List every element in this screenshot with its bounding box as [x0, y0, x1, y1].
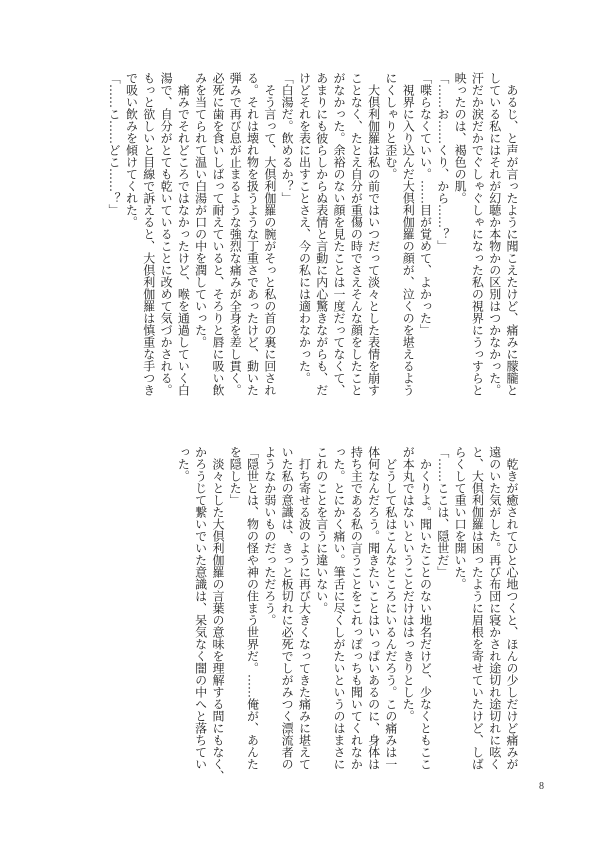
upper-text-line: で吸い飲みを傾けてくれた。 [124, 72, 139, 228]
lower-text-line: 体何なんだろう。聞きたいことはいっぱいあるのに、身体は [366, 446, 381, 770]
lower-text-line: を隠した」 [228, 446, 243, 506]
upper-text-line: 「……こ……どこ……？」 [107, 72, 122, 216]
upper-text-line: みを当てられて温い白湯が口の中を潤していった。 [193, 72, 208, 348]
upper-text-line: 弾みで再び息が止まるような強烈な痛みが全身を差し貫く。 [228, 72, 243, 396]
lower-text-line: らくして重い口を開いた。 [453, 446, 468, 590]
upper-text-line: あるじ、と声が言ったように聞こえたけど、痛みに朦朧と [505, 84, 519, 396]
upper-text-line: もっと欲しいと目線で訴えると、大倶利伽羅は慎重な手つき [141, 72, 156, 396]
upper-text-line: 「白湯だ。飲めるか？」 [280, 72, 295, 204]
upper-text-block [105, 72, 520, 408]
upper-text-line: 映ったのは、褐色の肌。 [453, 72, 468, 204]
upper-text-line: そう言って、大倶利伽羅の腕がそっと私の首の裏に回され [262, 84, 277, 396]
upper-text-line: 「……お……くり、から……？」 [435, 72, 450, 252]
upper-text-line: 必死に歯を食いしばって耐えていると、そろりと唇に吸い飲 [210, 72, 225, 396]
lower-text-line: った。とにかく痛い。筆舌に尽くしがたいというのはまさに [332, 446, 347, 770]
upper-text-line: 「喋らなくていい。……目が覚めて、よかった」 [418, 72, 433, 336]
lower-text-line: ようなか弱いものだっただろう。 [262, 446, 277, 626]
upper-text-line: がなかった。余裕のない顔を見たことは一度だってなくて、 [332, 72, 347, 396]
lower-text-line: いた私の意識は、きっと板切れに必死でしがみつく漂流者の [280, 446, 295, 770]
upper-text-line: 湯で、自分がとても乾いていることに改めて気づかされる。 [159, 72, 174, 396]
lower-text-line: どうして私はこんなところにいるんだろう。この痛みは一 [383, 458, 398, 770]
lower-text-line: これのことを言うに違いない。 [314, 446, 329, 614]
lower-text-line: 「隠世とは、物の怪や神の住まう世界だ。……俺が、あんた [245, 446, 260, 770]
lower-text-line: が本丸ではないということだけははっきりとした。 [401, 446, 416, 722]
upper-text-line: けどそれを表に出すことさえ、今の私には適わなかった。 [297, 72, 312, 384]
upper-text-line: 痛みでそれどころではなかったけど、喉を通過していく白 [176, 84, 191, 396]
lower-text-block [174, 446, 520, 782]
lower-text-line: 遠のいた気がした。再び布団に寝かされ途切れ途切れに呟く [487, 446, 502, 770]
lower-text-line: 淡々とした大倶利伽羅の言葉の意味を理解する間にもなく、 [210, 458, 225, 782]
page-number: 8 [539, 781, 544, 792]
lower-text-line: 「……ここは、隠世だ」 [435, 446, 450, 578]
lower-text-line: 乾きが癒されてひと心地つくと、ほんの少しだけど痛みが [505, 458, 519, 770]
lower-text-line: った。 [176, 446, 191, 482]
lower-text-line: かろうじて繋いでいた意識は、呆気なく闇の中へと落ちてい [193, 446, 208, 770]
upper-text-line: 視界に入り込んだ大倶利伽羅の顔が、泣くのを堪えるよう [401, 84, 416, 396]
lower-text-line: 打ち寄せる波のように再び大きくなってきた痛みに堪えて [297, 458, 312, 770]
upper-text-line: る。それは壊れ物を扱うような丁重さであったけど、動いた [245, 72, 260, 396]
upper-text-line: 汗だか涙だかでぐしゃぐしゃになった私の視界にうっすらと [470, 72, 485, 396]
upper-text-line: 大倶利伽羅は私の前ではいつだって淡々とした表情を崩す [366, 84, 381, 396]
upper-text-line: あまりにも彼らしからぬ表情と言動に内心驚きながらも、だ [314, 72, 329, 396]
lower-text-line: と、大倶利伽羅は困ったように眉根を寄せていたけど、しば [470, 446, 485, 770]
lower-text-line: かくりよ。聞いたことのない地名だけど、少なくともここ [418, 458, 433, 770]
upper-text-line: にくしゃりと歪む。 [383, 72, 398, 180]
lower-text-line: 持ち主である私の言うことをこれっぽっちも聞いてくれなか [349, 446, 364, 770]
upper-text-line: している私にはそれが幻聴か本物かの区別はつかなかった。 [487, 72, 502, 396]
upper-text-line: ことなく、たとえ自分が重傷の時でさえそんな顔をしたこと [349, 72, 364, 396]
